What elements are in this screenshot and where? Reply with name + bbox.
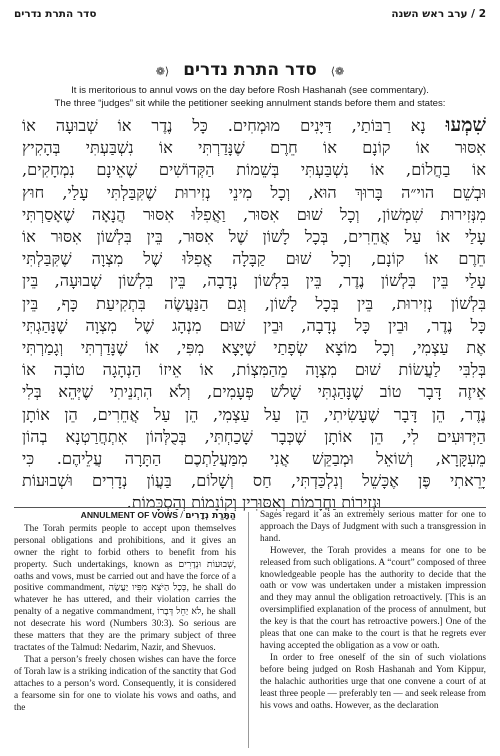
commentary-paragraph: However, the Torah provides a means for one to be released from such obligations. A “court” composed of three knowledgeable people has the authority to decide that the oath or vow was undertaken under a mistaken impression and they may annul the obligation retroactively. [This is an oversimplified explanation of the process of annulment, but the key is that the court has retroactive powers.] One of the pleas that one can make to the court is that he regrets ever having accepted the obligation as a vow or oath. [260,545,486,651]
intro-line-1: It is meritorious to annul vows on the day before Rosh Hashanah (see commentary). [71,85,429,96]
hebrew-line: אִסּוּר אוֹ קוֹנָם אוֹ חֵרֶם שֶׁנָּדַרְתִּי אוֹ נִשְׁבַּעְתִּי בְּהָקִיץ [22,138,486,158]
hebrew-line: יָרֵאתִי פֶּן אֶכָּשֵׁל וְנִלְכַּדְתִּי, חַס וְשָׁלוֹם, בַּעֲוֹן נְדָרִים וּשְׁבוּעוֹת [22,471,486,491]
hebrew-text [22,114,486,515]
section-divider [14,507,486,508]
commentary-heading-hebrew: הַתָּרַת נְדָרִים [185,511,236,521]
commentary-heading: הַתָּרַת נְדָרִים / ANNULMENT OF VOWS [80,510,236,521]
hebrew-line: אוֹ בַחֲלוֹם, אוֹ נִשְׁבַּעְתִּי בְּשֵׁמוֹת הַקְּדוֹשִׁים שֶׁאֵינָם נִמְחָקִים, [22,160,486,180]
commentary-paragraph: In order to free oneself of the sin of such violations before being judged on Rosh Hashanah and Yom Kippur, the halachic authorities urge that one convene a court of at least three people — preferably ten — and seek release from his vows and oaths. However, as the declaration [260,652,486,711]
hebrew-line: בְּלִבִּי לַעֲשׂוֹת שׁוּם מִצְוָה מֵהַמִּצְוֹת, אוֹ אֵיזוֹ הַנְהָגָה טוֹבָה אוֹ [22,360,486,380]
intro-line-2: The three “judges” sit while the petitioner seeking annulment stands before them and states: [54,97,446,109]
commentary-paragraph: The Torah permits people to accept upon themselves personal obligations and prohibitions, and it gives an owner the right to forbid others to benefit from his property. Such undertakings, known as שְׁבוּעוֹת וּנְדָרִים, oaths and vows, must be carried out and have the force of a positive commandment, כְּכָל הַיֹּצֵא מִפִּיו יַעֲשֶׂה, he shall do whatever he has uttered, and their violation carries the penalty of a negative commandment, לֹא יַחֵל דְּבָרוֹ, he shall not desecrate his word (Numbers 30:3). So serious are these matters that they are the primary subject of three tractates of the Talmud: Nedarim, Nazir, and Shevuos. [14,523,237,653]
hebrew-line: וּבְשֵׁם הוי״ה בָּרוּךְ הוּא, וְכָל מִינֵי נְזִירוּת שֶׁקִּבַּלְתִּי עָלַי, חוּץ [22,182,486,202]
commentary-paragraph: That a person’s freely chosen wishes can have the force of Torah law is a striking indication of the sanctity that God attaches to a person’s word. Consequently, it is considered a fearsome sin for one to violate his vows and oaths, and the [14,654,236,713]
hebrew-line: עָלַי בֵּין בִּלְשׁוֹן נֶדֶר, בֵּין בִּלְשׁוֹן נְדָבָה, בֵּין בִּלְשׁוֹן שְׁבוּעָה, בֵּין [22,271,486,291]
page-title: סדר התרת נדרים [183,60,317,80]
hebrew-line: שִׁמְעוּ נָא רַבּוֹתַי, דַּיָּנִים מוּמְחִים. כָּל נֶדֶר אוֹ שְׁבוּעָה אוֹ [22,114,486,136]
hebrew-line: וּנְזִירוֹת וַחֲרָמוֹת וְאִסּוּרִין וְקוֹנָמוֹת וְהַסְכָּמוֹת. [126,493,382,513]
ornament-right-icon: ⟨❁ [330,66,345,78]
page-header [14,8,486,24]
title-block [0,60,500,80]
hebrew-line: הַיְּדוּעִים לִי, הֵן אוֹתָן שֶׁכְּבָר שָׁכַחְתִּי, בְּכֻלְּהוֹן אִתְחֲרַטְנָא בְהוֹן [22,426,486,446]
hebrew-line: חֵרֶם אוֹ קוֹנָם, וְכָל שׁוּם קַבָּלָה אֲפִלּוּ שֶׁל מִצְוָה שֶׁקִּבַּלְתִּי [22,249,486,269]
running-head-page: 2 / ערב ראש השנה [391,8,486,20]
hebrew-line: בִּלְשׁוֹן נְזִירוּת, בֵּין בְּכָל לָשׁוֹן, וְגַם הַנַּעֲשֶׂה בִּתְקִיעַת כָּף, בֵּין [22,293,486,313]
running-head-section: סדר התרת נדרים [14,8,97,20]
commentary-paragraph: Sages regard it as an extremely serious matter for one to approach the Days of Judgment with such a transgression in hand. [260,510,486,544]
intro-instructions [10,85,490,110]
hebrew-line: כָּל נֶדֶר, וּבֵין כָּל נְדָבָה, וּבֵין שׁוּם מִנְהָג שֶׁל מִצְוָה שֶׁנָּהַגְתִּי [22,315,486,335]
column-divider [248,512,249,748]
hebrew-first-word: שִׁמְעוּ [445,114,486,136]
hebrew-line: מִנְּזִירוּת שִׁמְשׁוֹן, וְכָל שׁוּם אִסּוּר, וַאֲפִלּוּ אִסּוּר הֲנָאָה שֶׁאָסַרְתִּי [22,204,486,224]
hebrew-line: מֵעִקָּרָא, וְשׁוֹאֵל וּמְבַקֵּשׁ אֲנִי מִמַּעֲלַתְכֶם הַתָּרָה עֲלֵיהֶם. כִּי [22,449,486,469]
commentary-heading-english: ANNULMENT OF VOWS [80,510,179,520]
hebrew-line: עָלַי אוֹ עַל אֲחֵרִים, בְּכָל לָשׁוֹן שֶׁל אִסּוּר, בֵּין בִּלְשׁוֹן אִסּוּר אוֹ [22,227,486,247]
commentary-left-column [14,510,236,714]
hebrew-line: נֶדֶר, הֵן דָּבָר שֶׁעָשִׂיתִי, הֵן עַל עַצְמִי, הֵן עַל אֲחֵרִים, הֵן אוֹתָן [22,404,486,424]
hebrew-line: אֵיזֶה דָּבָר טוֹב שֶׁנָּהַגְתִּי שָׁלֹשׁ פְּעָמִים, וְלֹא הִתְנֵיתִי שֶׁיְּהֵא בְּלִי [22,382,486,402]
ornament-left-icon: ❁⟩ [155,66,170,78]
hebrew-line: אֶת עַצְמִי, וְכָל מוֹצָא שְׂפָתַי שֶׁיָּצָא מִפִּי, אוֹ שֶׁנָּדַרְתִּי וְגָמַרְתִּי [22,338,486,358]
commentary-right-column [260,510,486,712]
